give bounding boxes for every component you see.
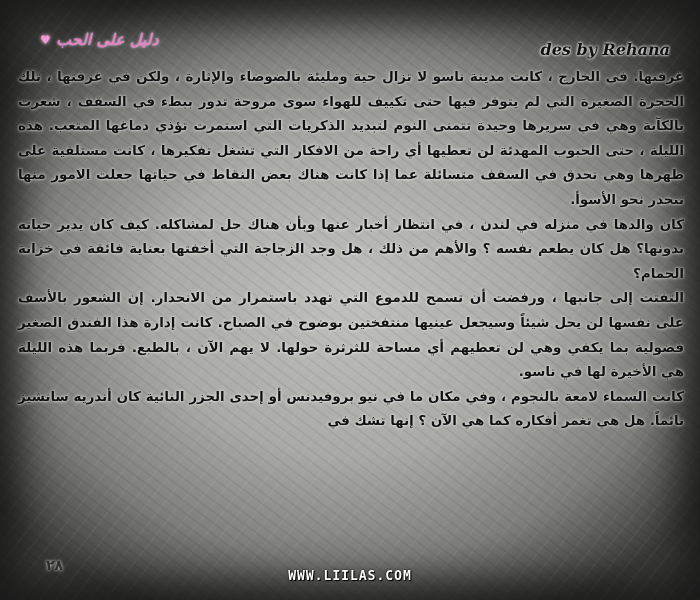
- paragraph-3: التفتت إلى جانبها ، ورفضت أن تسمح للدموع التي تهدد باستمرار من الانحدار. إن الشعور بالأسف على نفسها لن يحل شيئاً وسيجعل عينيها منتفختين بوضوح في الصباح. كانت إدارة هذا الفندق الصغير فضولية بما يكفي وهي لن تعطيهم أي مساحة للثرثرة حولها. لا يهم الآن ، بالطبع. فربما هذه الليلة هي الأخيرة لها في ناسو.: [18, 291, 684, 381]
- story-text: [18, 66, 684, 435]
- paragraph-4: كانت السماء لامعة بالنجوم ، وفي مكان ما في نيو بروفيدنس أو إحدى الجزر النائية كان أندريه سانشيز نائماً. هل هي تغمر أفكاره كما هي الآن ؟ إنها تشك في: [18, 389, 684, 430]
- designer-credit: des by Rehana: [540, 40, 670, 59]
- site-watermark: WWW.LIILAS.COM: [288, 569, 412, 584]
- paragraph-2: كان والدها في منزله في لندن ، في انتظار أخبار عنها وبأن هناك حل لمشاكله. كيف كان يدير حياته بدونها؟ هل كان يطعم نفسه ؟ والأهم من ذلك ، هل وجد الزجاجة التي أخفتها بعناية فائقة في خزانة الحمام؟: [18, 217, 684, 282]
- paragraph-1: غرفتها. في الخارج ، كانت مدينة ناسو لا تزال حية ومليئة بالضوضاء والإثارة ، ولكن في غرفتها ، تلك الحجرة الصغيرة التي لم يتوفر فيها حتى تكييف للهواء سوى مروحة تدور ببطء في السقف ، شعرت بالكآبة وهي في سريرها وحيدة تتمنى النوم لتبديد الذكريات التي استمرت تؤذي دماغها المتعب. هذه الليلة ، حتى الحبوب المهدئة لن تعطيها أي راحة من الافكار التي تشغل تفكيرها ، كانت مستلقية على ظهرها وهي تحدق في السقف متسائلة عما إذا كانت هناك بعض النقاط في حياتها جعلت الامور منها تنحدر نحو الأسوأ.: [18, 70, 684, 208]
- title-block: [40, 30, 159, 49]
- heart-icon: ♥: [40, 32, 51, 47]
- novel-title: دليل على الحب: [56, 30, 159, 49]
- page-number: ٢٨: [46, 558, 64, 574]
